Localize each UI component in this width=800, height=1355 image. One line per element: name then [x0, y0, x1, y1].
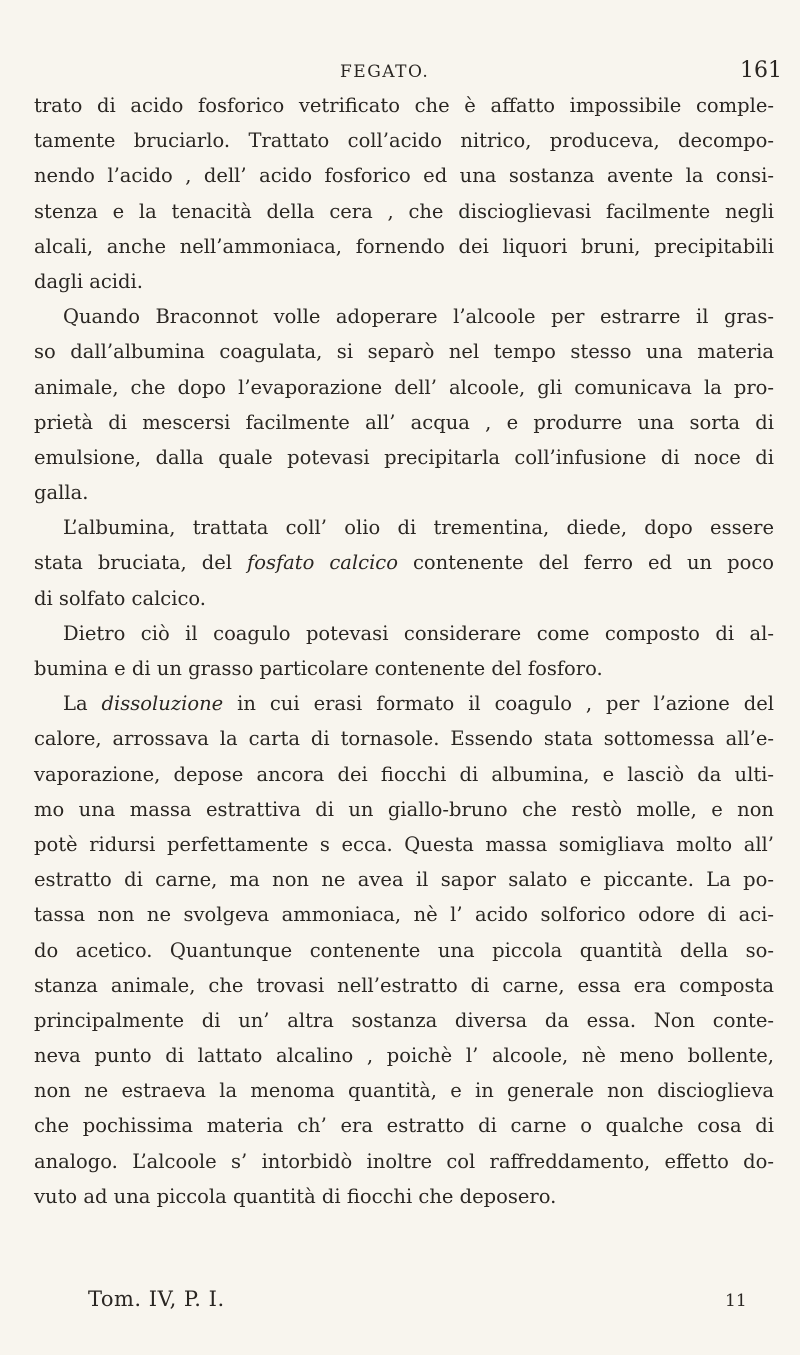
sheet-number: 11: [725, 1291, 747, 1311]
text-line: calore, arrossava la carta di tornasole. Essendo stata sottomessa all’e-: [34, 727, 774, 751]
page-number: 161: [740, 58, 782, 83]
text-line: Quando Braconnot volle adoperare l’alcoole per estrarre il gras-: [63, 305, 774, 329]
text-line: dagli acidi.: [34, 269, 143, 293]
text-line: principalmente di un’ altra sostanza diversa da essa. Non conte-: [34, 1008, 774, 1032]
text-line: non ne estraeva la menoma quantità, e in generale non discioglieva: [34, 1079, 774, 1103]
text-line: tassa non ne svolgeva ammoniaca, nè l’ acido solforico odore di aci-: [34, 903, 774, 927]
body-text: [34, 88, 774, 1214]
text-line: neva punto di lattato alcalino , poichè l’ alcoole, nè meno bollente,: [34, 1044, 774, 1068]
text-run: stata bruciata, del: [34, 551, 247, 575]
text-line: vuto ad una piccola quantità di fiocchi che deposero.: [34, 1184, 557, 1208]
text-line: animale, che dopo l’evaporazione dell’ alcoole, gli comunicava la pro-: [34, 375, 774, 399]
text-line: potè ridursi perfettamente s ecca. Questa massa somigliava molto all’: [34, 832, 774, 856]
text-line: [34, 686, 774, 721]
text-run: La: [63, 692, 102, 716]
text-line: [34, 545, 774, 580]
text-line: Dietro ciò il coagulo potevasi considerare come composto di al-: [63, 621, 774, 645]
text-line: che pochissima materia ch’ era estratto di carne o qualche cosa di: [34, 1114, 774, 1138]
text-line: bumina e di un grasso particolare contenente del fosforo.: [34, 657, 603, 680]
text-line: estratto di carne, ma non ne avea il sapor salato e piccante. La po-: [34, 868, 774, 892]
page-footer: [0, 1287, 800, 1321]
text-line: nendo l’acido , dell’ acido fosforico ed una sostanza avente la consi-: [34, 164, 774, 188]
running-head: [0, 58, 800, 90]
text-line: galla.: [34, 481, 89, 505]
text-line: di solfato calcico.: [34, 586, 206, 610]
text-line: vaporazione, depose ancora dei fiocchi di albumina, e lasciò da ulti-: [34, 762, 774, 786]
running-title: FEGATO.: [340, 62, 430, 82]
text-run: contenente del ferro ed un poco: [397, 551, 774, 575]
text-line: prietà di mescersi facilmente all’ acqua , e produrre una sorta di: [34, 410, 774, 434]
text-line: L’albumina, trattata coll’ olio di trementina, diede, dopo essere: [63, 516, 774, 540]
text-line: alcali, anche nell’ammoniaca, fornendo dei liquori bruni, precipitabili: [34, 234, 774, 258]
text-line: analogo. L’alcoole s’ intorbidò inoltre col raffreddamento, effetto do-: [34, 1149, 774, 1173]
text-line: mo una massa estrattiva di un giallo-bruno che restò molle, e non: [34, 797, 774, 821]
italic-term: dissoluzione: [101, 692, 224, 716]
signature-mark: Tom. IV, P. I.: [88, 1287, 225, 1311]
italic-term: fosfato calcico: [246, 551, 398, 575]
text-line: tamente bruciarlo. Trattato coll’acido nitrico, produceva, decompo-: [34, 129, 774, 153]
text-line: trato di acido fosforico vetrificato che è affatto impossibile comple-: [34, 94, 774, 117]
text-line: stenza e la tenacità della cera , che discioglievasi facilmente negli: [34, 199, 774, 223]
text-line: so dall’albumina coagulata, si separò nel tempo stesso una materia: [34, 340, 774, 364]
text-line: do acetico. Quantunque contenente una piccola quantità della so-: [34, 938, 774, 962]
text-run: in cui erasi formato il coagulo , per l’azione del: [223, 692, 774, 716]
text-line: emulsione, dalla quale potevasi precipitarla coll’infusione di noce di: [34, 445, 774, 469]
text-line: stanza animale, che trovasi nell’estratto di carne, essa era composta: [34, 973, 774, 997]
